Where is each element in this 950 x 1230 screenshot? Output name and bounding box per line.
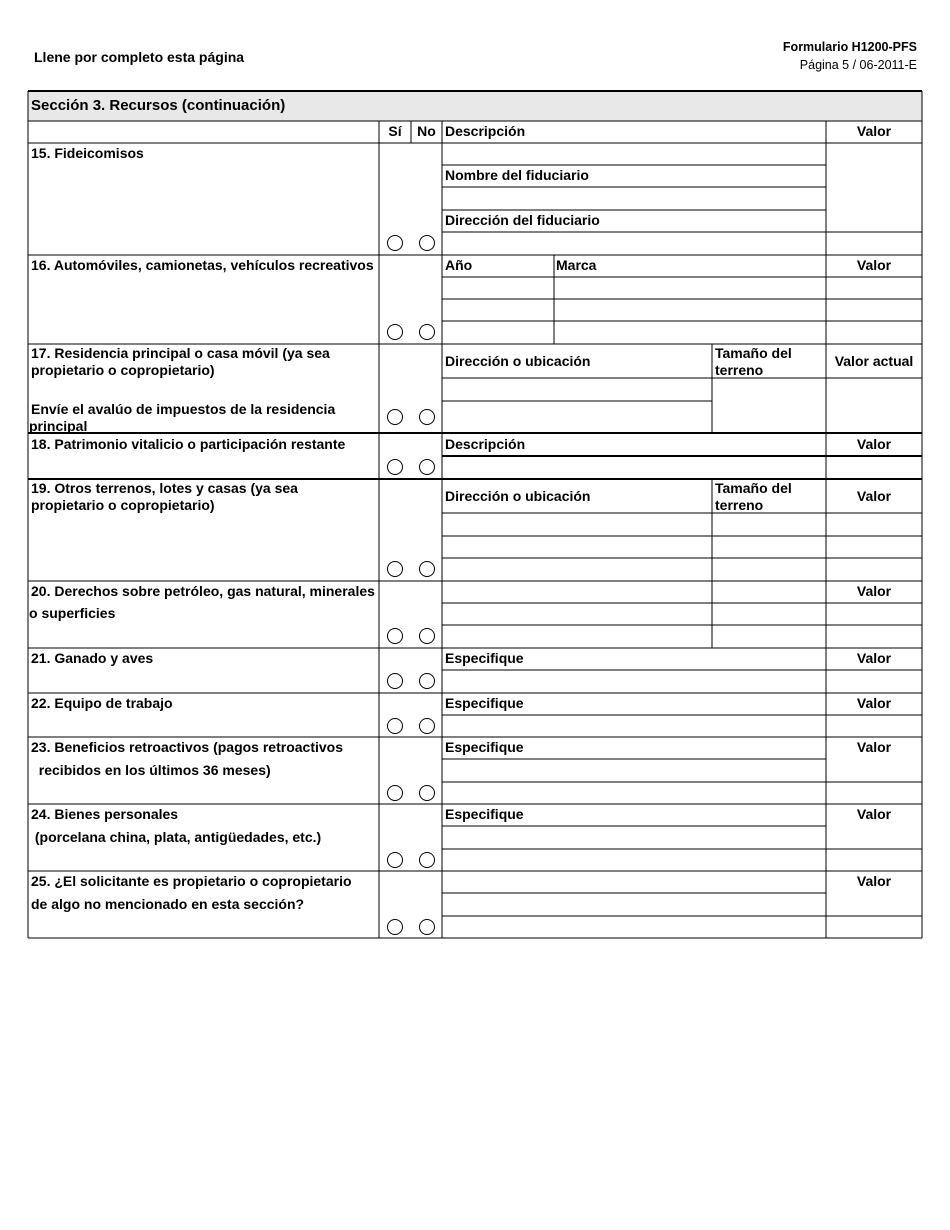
vehicle-value-input[interactable] xyxy=(827,278,921,298)
item-16-label: 16. Automóviles, camionetas, vehículos recreativos xyxy=(31,257,374,273)
vehicle-year-input[interactable] xyxy=(443,300,553,320)
mineral-rights-description-input[interactable] xyxy=(443,626,711,647)
item-15-no-radio[interactable] xyxy=(419,235,435,251)
item-24-no-radio[interactable] xyxy=(419,852,435,868)
life-estate-description-input[interactable] xyxy=(443,458,825,478)
life-estate-value-header: Valor xyxy=(856,436,892,452)
other-land-address-input[interactable] xyxy=(443,559,711,580)
vehicle-value-input[interactable] xyxy=(827,300,921,320)
life-estate-description-header: Descripción xyxy=(445,436,526,452)
item-25-yes-radio[interactable] xyxy=(387,919,403,935)
item-22-no-radio[interactable] xyxy=(419,718,435,734)
work-equipment-value-input[interactable] xyxy=(827,716,921,736)
item-19-label-line-2: propietario o copropietario) xyxy=(31,497,215,513)
residence-lot-size-header-1: Tamaño del xyxy=(715,345,792,361)
item-24-label-line-2: (porcelana china, plata, antigüedades, etc.) xyxy=(31,829,322,845)
livestock-specify-header: Especifique xyxy=(445,650,524,666)
personal-property-specify-input[interactable] xyxy=(443,827,825,848)
item-17-note-line-1: Envíe el avalúo de impuestos de la residencia xyxy=(31,401,336,417)
item-20-label-line-1: 20. Derechos sobre petróleo, gas natural, minerales xyxy=(31,583,375,599)
item-15-label: 15. Fideicomisos xyxy=(31,145,144,161)
column-header-value: Valor xyxy=(856,123,892,139)
item-15-value-input[interactable] xyxy=(827,144,921,231)
item-23-label-line-1: 23. Beneficios retroactivos (pagos retroactivos xyxy=(31,739,343,755)
item-25-label-line-2: de algo no mencionado en esta sección? xyxy=(31,896,305,912)
other-land-lot-size-input[interactable] xyxy=(713,514,825,535)
trustee-name-label: Nombre del fiduciario xyxy=(445,167,589,183)
vehicle-year-header: Año xyxy=(445,257,473,273)
item-24-label-line-1: 24. Bienes personales xyxy=(31,806,179,822)
item-23-label-line-2: recibidos en los últimos 36 meses) xyxy=(31,762,271,778)
item-18-label: 18. Patrimonio vitalicio o participación restante xyxy=(31,436,346,452)
residence-lot-size-header-2: terreno xyxy=(715,362,764,378)
column-header-yes: Sí xyxy=(388,123,402,139)
residence-address-2-input[interactable] xyxy=(443,402,711,432)
mineral-rights-value-input[interactable] xyxy=(827,626,921,647)
work-equipment-specify-input[interactable] xyxy=(443,716,825,736)
item-17-note-line-2: principal xyxy=(29,418,88,434)
residence-address-input[interactable] xyxy=(443,379,711,400)
vehicle-make-input[interactable] xyxy=(555,322,825,343)
personal-property-specify-2-input[interactable] xyxy=(443,850,825,870)
item-19-yes-radio[interactable] xyxy=(387,561,403,577)
retro-benefits-value-input[interactable] xyxy=(827,760,921,781)
retro-benefits-value-header: Valor xyxy=(856,739,892,755)
life-estate-value-input[interactable] xyxy=(827,458,921,478)
other-assets-description-input[interactable] xyxy=(443,872,825,892)
other-land-lot-size-input[interactable] xyxy=(713,559,825,580)
item-16-no-radio[interactable] xyxy=(419,324,435,340)
residence-value-input[interactable] xyxy=(827,379,921,432)
vehicle-make-header: Marca xyxy=(556,257,597,273)
vehicle-value-input[interactable] xyxy=(827,322,921,343)
page-info: Página 5 / 06-2011-E xyxy=(799,58,917,72)
item-24-yes-radio[interactable] xyxy=(387,852,403,868)
item-15-description-input[interactable] xyxy=(443,144,825,164)
page-instruction: Llene por completo esta página xyxy=(34,49,245,65)
mineral-rights-description-input[interactable] xyxy=(443,604,711,624)
item-21-label: 21. Ganado y aves xyxy=(31,650,154,666)
item-15-yes-radio[interactable] xyxy=(387,235,403,251)
mineral-rights-detail-input[interactable] xyxy=(713,626,825,647)
item-19-label-line-1: 19. Otros terrenos, lotes y casas (ya sea xyxy=(31,480,298,496)
vehicle-make-input[interactable] xyxy=(555,300,825,320)
item-18-no-radio[interactable] xyxy=(419,459,435,475)
work-equipment-specify-header: Especifique xyxy=(445,695,524,711)
section-title: Sección 3. Recursos (continuación) xyxy=(31,97,286,114)
item-20-yes-radio[interactable] xyxy=(387,628,403,644)
other-land-lot-size-header-1: Tamaño del xyxy=(715,480,792,496)
other-assets-value-header: Valor xyxy=(856,873,892,889)
personal-property-specify-header: Especifique xyxy=(445,806,524,822)
item-22-label: 22. Equipo de trabajo xyxy=(31,695,173,711)
retro-benefits-specify-2-input[interactable] xyxy=(443,783,825,803)
residence-address-header: Dirección o ubicación xyxy=(445,353,591,369)
vehicle-value-header: Valor xyxy=(856,257,892,273)
item-19-no-radio[interactable] xyxy=(419,561,435,577)
other-land-address-header: Dirección o ubicación xyxy=(445,488,591,504)
item-17-label-line-1: 17. Residencia principal o casa móvil (ya sea xyxy=(31,345,330,361)
other-land-address-input[interactable] xyxy=(443,537,711,557)
item-17-yes-radio[interactable] xyxy=(387,409,403,425)
other-assets-value-input[interactable] xyxy=(827,894,921,915)
item-17-no-radio[interactable] xyxy=(419,409,435,425)
livestock-value-header: Valor xyxy=(856,650,892,666)
personal-property-value-header: Valor xyxy=(856,806,892,822)
residence-value-header: Valor actual xyxy=(834,353,914,369)
other-assets-value-2-input[interactable] xyxy=(827,917,921,937)
item-16-yes-radio[interactable] xyxy=(387,324,403,340)
other-land-value-input[interactable] xyxy=(827,559,921,580)
item-23-no-radio[interactable] xyxy=(419,785,435,801)
personal-property-value-2-input[interactable] xyxy=(827,850,921,870)
livestock-specify-input[interactable] xyxy=(443,671,825,692)
other-land-value-input[interactable] xyxy=(827,537,921,557)
mineral-rights-value-header: Valor xyxy=(856,583,892,599)
item-25-no-radio[interactable] xyxy=(419,919,435,935)
item-18-yes-radio[interactable] xyxy=(387,459,403,475)
mineral-rights-detail-input[interactable] xyxy=(713,582,825,602)
trustee-name-input[interactable] xyxy=(443,188,825,209)
vehicle-year-input[interactable] xyxy=(443,322,553,343)
trustee-address-input[interactable] xyxy=(443,233,825,254)
item-21-yes-radio[interactable] xyxy=(387,673,403,689)
other-assets-description-3-input[interactable] xyxy=(443,917,825,937)
retro-benefits-specify-input[interactable] xyxy=(443,760,825,781)
personal-property-value-input[interactable] xyxy=(827,827,921,848)
item-20-no-radio[interactable] xyxy=(419,628,435,644)
column-header-description: Descripción xyxy=(445,123,526,139)
mineral-rights-detail-input[interactable] xyxy=(713,604,825,624)
form-id: Formulario H1200-PFS xyxy=(782,40,917,54)
other-land-address-input[interactable] xyxy=(443,514,711,535)
trustee-address-label: Dirección del fiduciario xyxy=(445,212,600,228)
other-assets-description-2-input[interactable] xyxy=(443,894,825,915)
vehicle-make-input[interactable] xyxy=(555,278,825,298)
other-land-value-input[interactable] xyxy=(827,514,921,535)
retro-benefits-value-2-input[interactable] xyxy=(827,783,921,803)
item-25-label-line-1: 25. ¿El solicitante es propietario o copropietario xyxy=(31,873,352,889)
column-header-no: No xyxy=(417,123,436,139)
vehicle-year-input[interactable] xyxy=(443,278,553,298)
other-land-lot-size-input[interactable] xyxy=(713,537,825,557)
mineral-rights-description-input[interactable] xyxy=(443,582,711,602)
livestock-value-input[interactable] xyxy=(827,671,921,692)
other-land-lot-size-header-2: terreno xyxy=(715,497,764,513)
other-land-value-header: Valor xyxy=(856,488,892,504)
item-21-no-radio[interactable] xyxy=(419,673,435,689)
item-17-label-line-2: propietario o copropietario) xyxy=(31,362,215,378)
item-23-yes-radio[interactable] xyxy=(387,785,403,801)
item-20-label-line-2: o superficies xyxy=(29,605,116,621)
mineral-rights-value-input[interactable] xyxy=(827,604,921,624)
work-equipment-value-header: Valor xyxy=(856,695,892,711)
item-15-value-2-input[interactable] xyxy=(827,233,921,254)
item-22-yes-radio[interactable] xyxy=(387,718,403,734)
residence-lot-size-input[interactable] xyxy=(713,379,825,432)
retro-benefits-specify-header: Especifique xyxy=(445,739,524,755)
